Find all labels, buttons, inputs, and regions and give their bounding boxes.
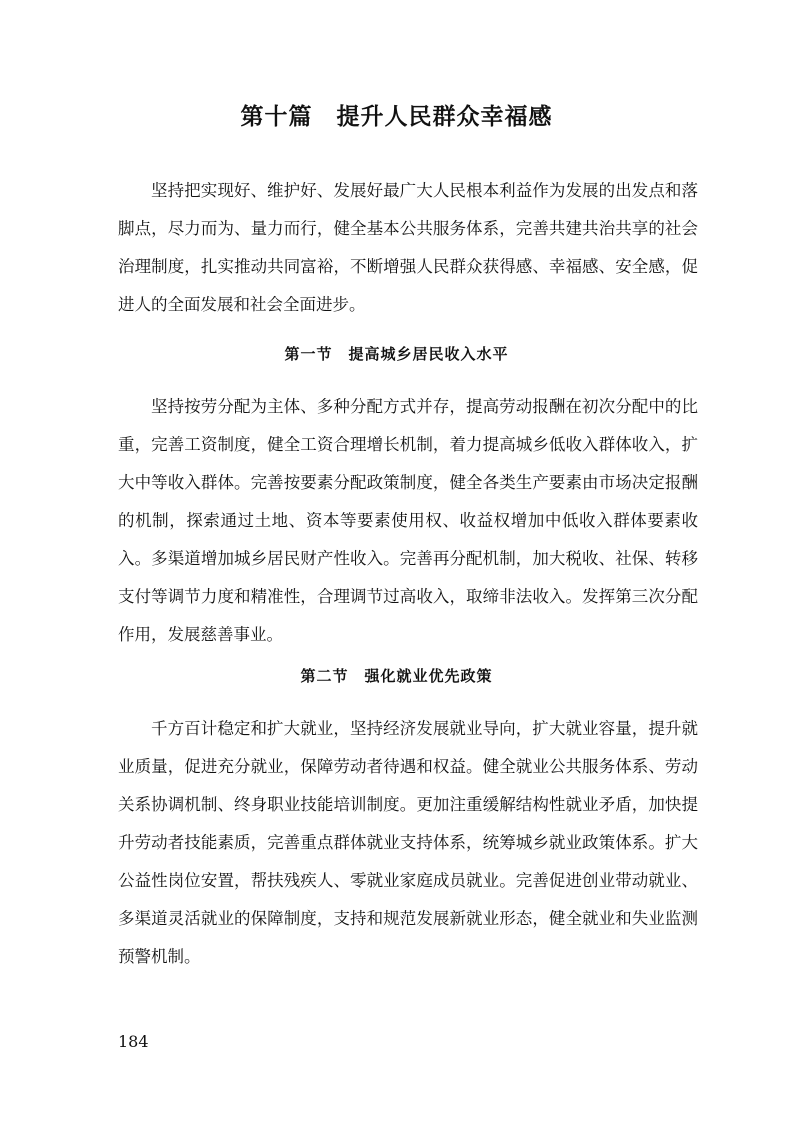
chapter-title: 第十篇 提升人民群众幸福感 bbox=[240, 103, 553, 130]
section-body-2: 千方百计稳定和扩大就业，坚持经济发展就业导向，扩大就业容量，提升就业质量，促进充分就业，保障劳动者待遇和权益。健全就业公共服务体系、劳动关系协调机制、终身职业技能培训制度。更加注重缓解结构性就业矛盾，加快提升劳动者技能素质，完善重点群体就业支持体系，统筹城乡就业政策体系。扩大公益性岗位安置，帮扶残疾人、零就业家庭成员就业。完善促进创业带动就业、多渠道灵活就业的保障制度，支持和规范发展新就业形态，健全就业和失业监测预警机制。 bbox=[118, 719, 698, 966]
page-number: 184 bbox=[118, 1032, 149, 1051]
section-heading-1: 第一节 提高城乡居民收入水平 bbox=[284, 345, 509, 363]
intro-paragraph: 坚持把实现好、维护好、发展好最广大人民根本利益作为发展的出发点和落脚点，尽力而为、量力而行，健全基本公共服务体系，完善共建共治共享的社会治理制度，扎实推动共同富裕，不断增强人民群众获得感、幸福感、安全感，促进人的全面发展和社会全面进步。 bbox=[118, 181, 698, 314]
section-heading-2: 第二节 强化就业优先政策 bbox=[300, 667, 493, 685]
section-body-1: 坚持按劳分配为主体、多种分配方式并存，提高劳动报酬在初次分配中的比重，完善工资制度，健全工资合理增长机制，着力提高城乡低收入群体收入，扩大中等收入群体。完善按要素分配政策制度，健全各类生产要素由市场决定报酬的机制，探索通过土地、资本等要素使用权、收益权增加中低收入群体要素收入。多渠道增加城乡居民财产性收入。完善再分配机制，加大税收、社保、转移支付等调节力度和精准性，合理调节过高收入，取缔非法收入。发挥第三次分配作用，发展慈善事业。 bbox=[118, 397, 698, 644]
